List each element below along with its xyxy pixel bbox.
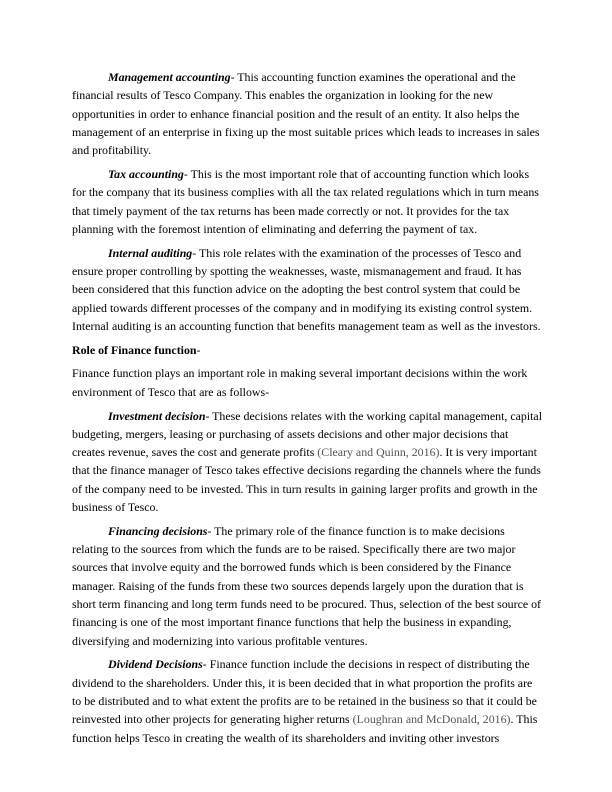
body-internal-auditing: - This role relates with the examination of the processes of Tesco and ensure proper controlling by spotting the weaknesses, waste, mismanagement and fraud. It has been considered that this function advice on the adopting the best control system that could be applied towards different processes of the company and in modifying its existing control system. Internal auditing is an accounting function that benefits management team as well as the investors. [72,245,541,333]
body-management-accounting: - This accounting function examines the operational and the financial results of Tesco Company. This enables the organization in looking for the new opportunities in order to enhance financial position and the result of an entity. It also helps the management of an enterprise in fixing up the most suitable prices which leads to increases in sales and profitability. [72,70,540,158]
body-financing-decisions: - The primary role of the finance function is to make decisions relating to the sources from which the funds are to be raised. Specifically there are two major sources that involve equity and the borrowed funds which is been considered by the Finance manager. Raising of the funds from these two sources depends largely upon the duration that is short term financing and long term funds need to be procured. Thus, selection of the best source of financing is one of the most important finance functions that help the business in expanding, diversifying and modernizing into various profitable ventures. [72,523,542,648]
term-financing-decisions: Financing decisions [108,523,208,538]
citation-cleary-quinn: (Cleary and Quinn, 2016) [317,445,440,460]
paragraph-management-accounting [72,68,542,159]
section-intro: Finance function plays an important role in making several important decisions within the work environment of Tesco that are as follows- [72,366,528,399]
paragraph-internal-auditing [72,244,542,335]
term-internal-auditing: Internal auditing [108,245,193,260]
paragraph-investment-decision [72,407,542,517]
body-investment-decision-1: - These decisions relates with the working capital management, capital budgeting, mergers, leasing or purchasing of assets decisions and other major decisions that creates revenue, saves the cost and generate profits [72,408,543,460]
section-heading [72,341,542,359]
paragraph-dividend-decisions [72,655,542,746]
paragraph-tax-accounting [72,165,542,238]
section-heading-dash: - [196,342,201,357]
term-dividend-decisions: Dividend Decisions [108,657,203,672]
section-heading-text: Role of Finance function [72,342,197,357]
body-investment-decision-2: . It is very important that the finance manager of Tesco takes effective decisions regarding the channels where the funds of the company need to be invested. This in turn results in gaining larger profits and growth in the business of Tesco. [72,445,541,515]
body-tax-accounting: - This is the most important role that of accounting function which looks for the company that its business complies with all the tax related regulations which in turn means that timely payment of the tax returns has been made correctly or not. It provides for the tax planning with the foremost intention of eliminating and deferring the payment of tax. [72,166,539,236]
body-dividend-decisions-1: - Finance function include the decisions in respect of distributing the dividend to the shareholders. Under this, it is been decided that in what proportion the profits are to be distributed and to what extent the profits are to be retained in the business so that it could be reinvested into other projects for generating higher returns [72,657,537,727]
paragraph-financing-decisions [72,522,542,650]
term-tax-accounting: Tax accounting [108,166,184,181]
document-page [72,68,542,752]
term-management-accounting: Management accounting [108,70,231,84]
body-dividend-decisions-2: . This function helps Tesco in creating the wealth of its shareholders and inviting other investors [72,712,538,745]
term-investment-decision: Investment decision [108,408,206,423]
citation-loughran-mcdonald: (Loughran and McDonald, 2016) [352,712,511,727]
